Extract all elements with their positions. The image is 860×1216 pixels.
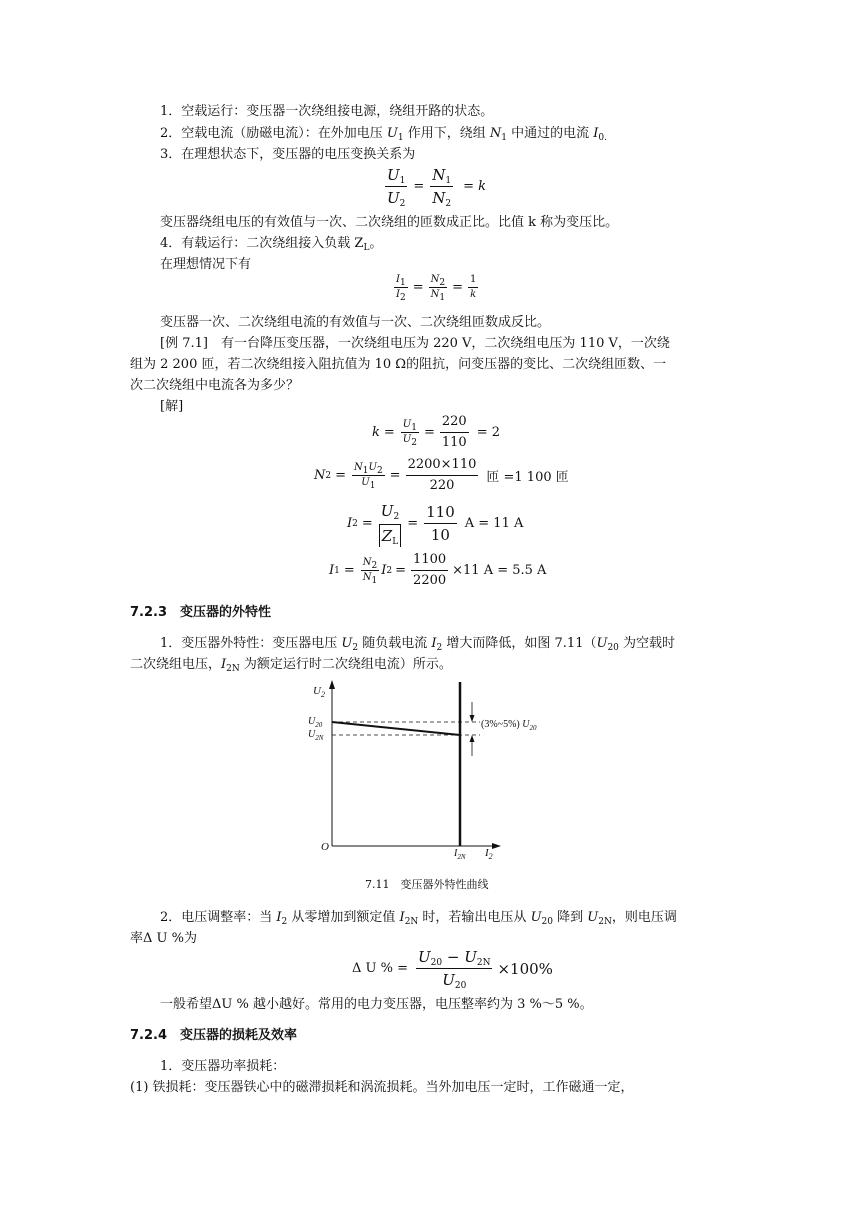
example-line-2: 组为 2 200 匝，若二次绕组接入阻抗值为 10 Ω的阻抗，问变压器的变比、二次绕组匝数、一 xyxy=(130,357,667,372)
voltage-regulation-equation: Δ U % = $\frac{U_{20} - U_{2N}}{U_{20}}$ ×100% xyxy=(352,948,553,991)
annotation-label: (3%~5%) $U_{20}$ xyxy=(481,719,537,732)
item-1: 1．空载运行：变压器一次绕组接电源，绕组开路的状态。 xyxy=(160,104,494,119)
item-3: 3．在理想状态下，变压器的电压变换关系为 xyxy=(160,147,416,162)
external-characteristic-chart xyxy=(305,676,565,866)
x-axis-label: $I_2$ xyxy=(485,847,493,861)
section-724-para-2: (1) 铁损耗：变压器铁心中的磁滞损耗和涡流损耗。当外加电压一定时，工作磁通一定， xyxy=(130,1080,634,1095)
item-2: 2．空载电流（励磁电流）：在外加电压 $U_1$ 作用下，绕组 $N_1$ 中通过的电流 $I_{0.}$ xyxy=(160,126,607,143)
current-ratio-equation: $\frac{I_1}{I_2}$ = $\frac{N_2}{N_1}$ = $\frac{1}{k}$ xyxy=(396,274,477,303)
section-723-para-3: 一般希望ΔU % 越小越好。常用的电力变压器，电压整率约为 3 %～5 %。 xyxy=(160,997,593,1012)
example-line-3: 次二次绕组中电流各为多少？ xyxy=(130,378,300,393)
u2n-tick-label: $U_{2N}$ xyxy=(308,729,324,742)
annotation-arrowhead-top xyxy=(470,715,475,722)
y-axis-arrow xyxy=(329,680,335,689)
section-heading-7-2-3: 7.2.3 变压器的外特性 xyxy=(130,605,272,620)
example-n2-equation: N 2 = $\frac{N_1U_2}{U_1}$ = $\frac{2200\times 110}{220}$ 匝 =1 100 匝 xyxy=(314,455,569,496)
figure-caption: 7.11 变压器外特性曲线 xyxy=(365,878,489,891)
origin-label: O xyxy=(321,841,329,853)
solution-label: [解] xyxy=(160,399,184,414)
u20-tick-label: $U_{20}$ xyxy=(308,716,323,729)
current-explanation: 变压器一次、二次绕组电流的有效值与一次、二次绕组匝数成反比。 xyxy=(160,315,551,330)
section-heading-7-2-4: 7.2.4 变压器的损耗及效率 xyxy=(130,1028,298,1043)
section-724-para-1: 1．变压器功率损耗： xyxy=(160,1059,286,1074)
ideal-case-text: 在理想情况下有 xyxy=(160,257,252,272)
y-axis-label: $U_2$ xyxy=(313,685,325,699)
section-723-para-1-line-1: 1．变压器外特性：变压器电压 $U_2$ 随负载电流 $I_2$ 增大而降低，如图 $7.11(U_{20}$ 为空载时 xyxy=(160,636,676,653)
characteristic-curve xyxy=(332,722,460,735)
voltage-ratio-equation: $\frac{U_1}{U_2}$ = $\frac{N_1}{N_2}$ = k xyxy=(387,166,487,209)
example-i2-equation: I 2 = $\frac{U_2}{Z_L}$ = $\frac{110}{10}$ A = 11 A xyxy=(347,502,524,547)
section-723-para-1-line-2: 二次绕组电压，$I_{2N}$ 为额定运行时二次绕组电流）所示。 xyxy=(130,657,452,674)
ratio-explanation: 变压器绕组电压的有效值与一次、二次绕组的匝数成正比。比值 k 称为变压比。 xyxy=(160,215,619,230)
i2n-tick-label: $I_{2N}$ xyxy=(454,848,466,861)
section-723-para-2-line-2: 率Δ U %为 xyxy=(130,931,197,946)
example-line-1: [例 7.1] 有一台降压变压器，一次绕组电压为 220 V，二次绕组电压为 110 V，一次绕 xyxy=(160,336,670,351)
example-k-equation: k = $\frac{U_1}{U_2}$ = $\frac{220}{110}$ = 2 xyxy=(372,412,500,453)
section-723-para-2-line-1: 2．电压调整率：当 $I_2$ 从零增加到额定值 $I_{2N}$ 时，若输出电压从 $U_{20}$ 降到 $U_{2N}$，则电压调 xyxy=(160,910,677,927)
x-axis-arrow xyxy=(492,843,501,849)
item-4: 4．有载运行：二次绕组接入负载 $Z_L$。 xyxy=(160,236,383,253)
annotation-arrowhead-bottom xyxy=(470,735,475,742)
example-i1-equation: I 1 = $\frac{N_2}{N_1}$ I 2 = $\frac{1100}{2200}$ ×11 A = 5.5 A xyxy=(329,550,546,591)
